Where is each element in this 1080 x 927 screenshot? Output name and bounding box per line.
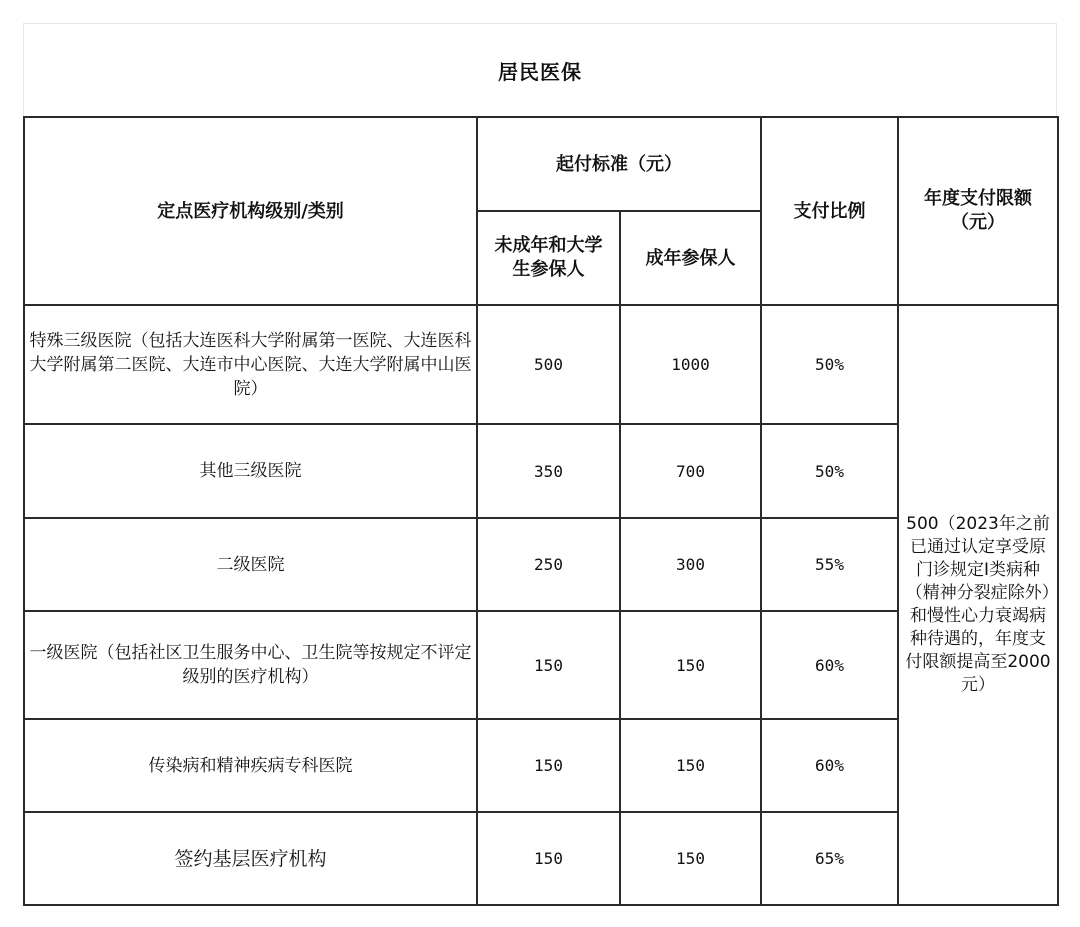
- row-institution: 特殊三级医院（包括大连医科大学附属第一医院、大连医科大学附属第二医院、大连市中心医院、大连大学附属中山医院）: [24, 305, 477, 424]
- row-adult-threshold: 150: [620, 812, 761, 905]
- row-institution: 签约基层医疗机构: [24, 812, 477, 905]
- row-ratio: 50%: [761, 305, 898, 424]
- row-adult-threshold: 1000: [620, 305, 761, 424]
- reimbursement-table: [23, 116, 1059, 906]
- row-adult-threshold: 300: [620, 518, 761, 611]
- row-minor-threshold: 150: [477, 611, 620, 719]
- row-institution: 一级医院（包括社区卫生服务中心、卫生院等按规定不评定级别的医疗机构）: [24, 611, 477, 719]
- row-adult-threshold: 150: [620, 719, 761, 812]
- annual-limit-note: 500（2023年之前已通过认定享受原门诊规定Ⅰ类病种（精神分裂症除外）和慢性心力衰竭病种待遇的，年度支付限额提高至2000元）: [898, 305, 1058, 905]
- row-ratio: 60%: [761, 719, 898, 812]
- row-institution: 其他三级医院: [24, 424, 477, 518]
- row-minor-threshold: 500: [477, 305, 620, 424]
- row-adult-threshold: 700: [620, 424, 761, 518]
- row-institution: 二级医院: [24, 518, 477, 611]
- row-institution: 传染病和精神疾病专科医院: [24, 719, 477, 812]
- header-ratio: 支付比例: [761, 117, 898, 305]
- row-minor-threshold: 150: [477, 719, 620, 812]
- header-adult: 成年参保人: [620, 211, 761, 305]
- header-minor-student: 未成年和大学生参保人: [477, 211, 620, 305]
- table-row: [24, 305, 1058, 424]
- row-ratio: 60%: [761, 611, 898, 719]
- header-threshold: 起付标准（元）: [477, 117, 761, 211]
- header-annual-limit: 年度支付限额（元）: [898, 117, 1058, 305]
- row-ratio: 50%: [761, 424, 898, 518]
- row-ratio: 55%: [761, 518, 898, 611]
- row-ratio: 65%: [761, 812, 898, 905]
- table-title-box: [23, 23, 1057, 116]
- row-minor-threshold: 150: [477, 812, 620, 905]
- header-institution: 定点医疗机构级别/类别: [24, 117, 477, 305]
- table-title: 居民医保: [498, 59, 582, 84]
- row-minor-threshold: 350: [477, 424, 620, 518]
- row-minor-threshold: 250: [477, 518, 620, 611]
- row-adult-threshold: 150: [620, 611, 761, 719]
